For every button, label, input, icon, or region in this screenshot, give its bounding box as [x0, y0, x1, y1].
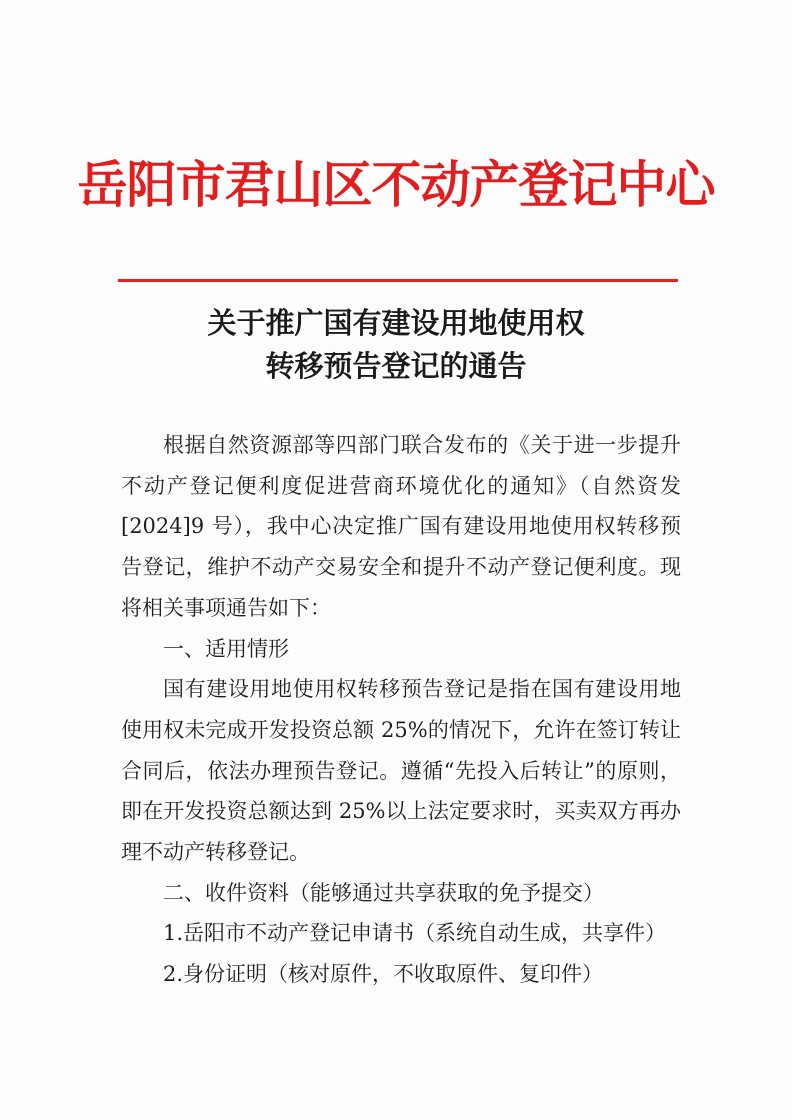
notice-body	[121, 425, 681, 995]
section-1-heading: 一、适用情形	[163, 636, 289, 661]
section-1-paragraph: 国有建设用地使用权转移预告登记是指在国有建设用地使用权未完成开发投资总额 25%的情况下，允许在签订转让合同后，依法办理预告登记。遵循“先投入后转让”的原则，即在开发投资总额达到 25%以上法定要求时，买卖双方再办理不动产转移登记。	[121, 677, 681, 865]
notice-title-line-1: 关于推广国有建设用地使用权	[207, 306, 585, 340]
intro-paragraph: 根据自然资源部等四部门联合发布的《关于进一步提升不动产登记便利度促进营商环境优化的通知》（自然资发[2024]9 号），我中心决定推广国有建设用地使用权转移预告登记，维护不动产交易安全和提升不动产登记便利度。现将相关事项通告如下：	[121, 433, 681, 620]
section-2-heading: 二、收件资料（能够通过共享获取的免予提交）	[163, 880, 604, 905]
organization-header: 岳阳市君山区不动产登记中心	[77, 155, 715, 214]
red-divider-line	[118, 279, 678, 282]
list-item: 2.身份证明（核对原件，不收取原件、复印件）	[163, 962, 604, 987]
notice-title-line-2: 转移预告登记的通告	[265, 349, 527, 383]
list-item: 1.岳阳市不动产登记申请书（系统自动生成，共享件）	[163, 921, 667, 946]
